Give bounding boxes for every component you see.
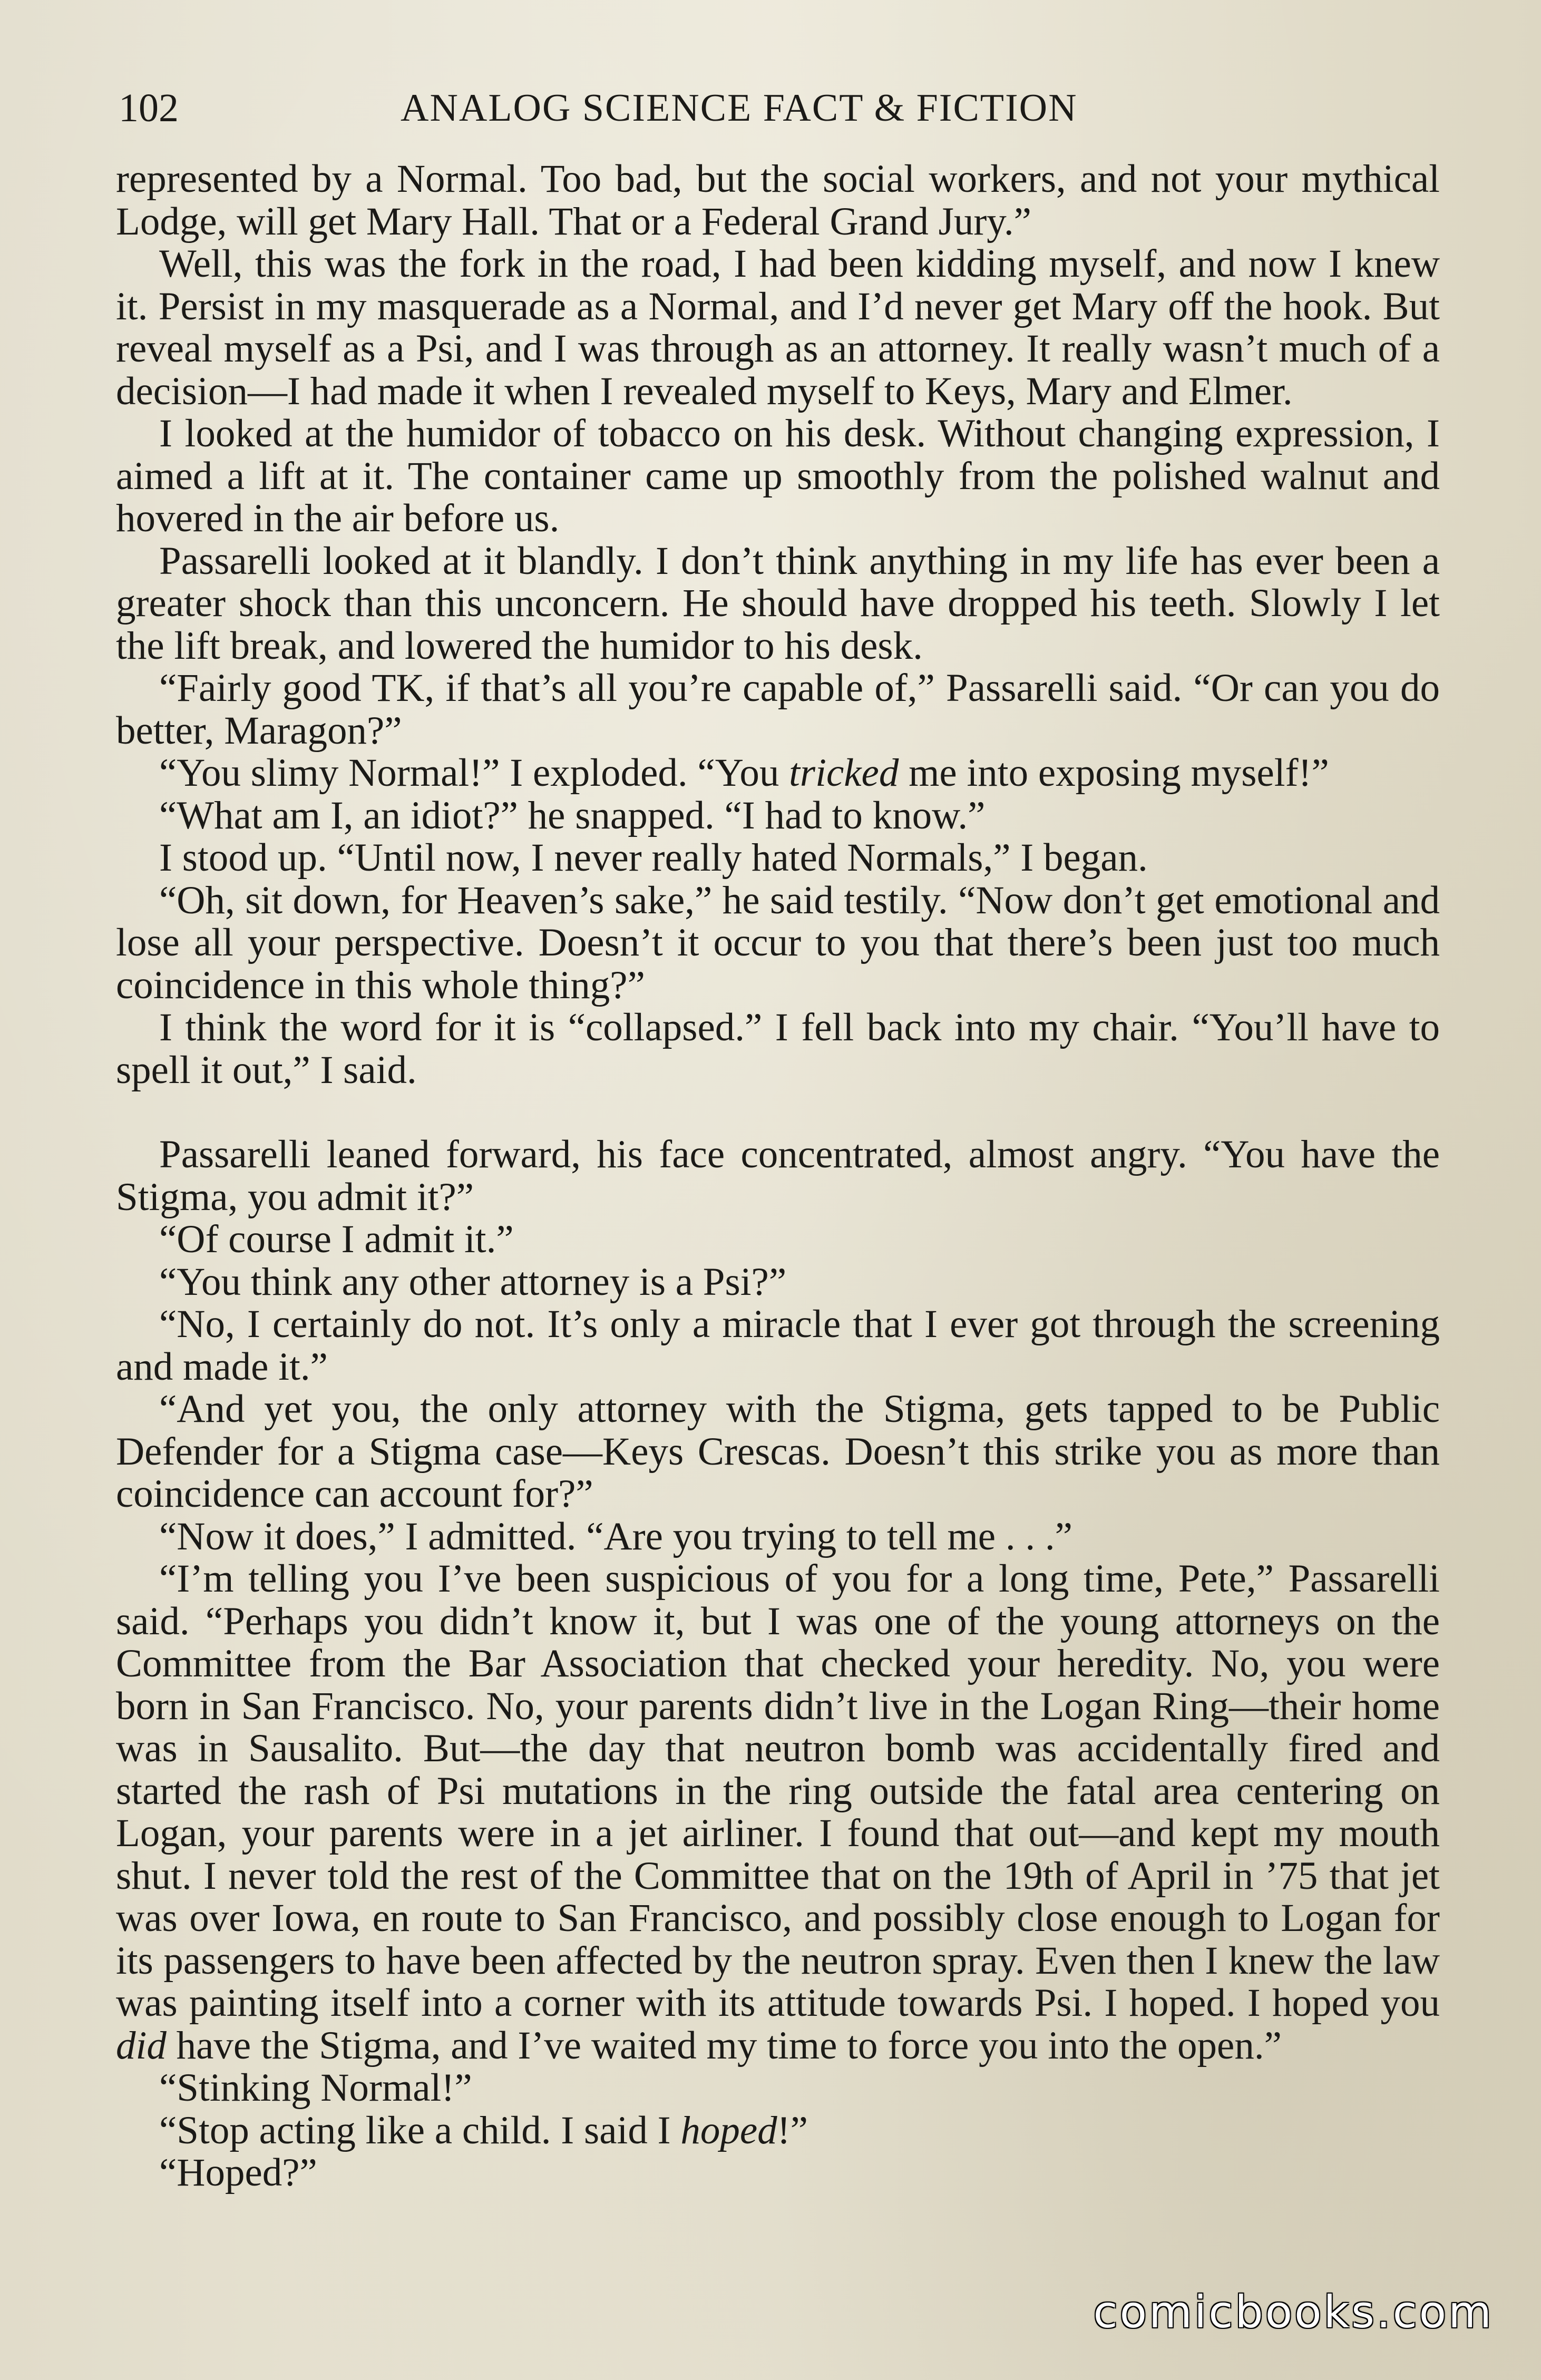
paragraph: I think the word for it is “collapsed.” I fell back into my chair. “You’ll have to spell it out,” I said. [116, 1006, 1440, 1092]
paragraph: “No, I certainly do not. It’s only a miracle that I ever got through the screening and made it.” [116, 1302, 1440, 1389]
paragraph-text: have the Stigma, and I’ve waited my time to force you into the open.” [166, 2023, 1282, 2067]
paragraph: “And yet you, the only attorney with the Stigma, gets tapped to be Public Defender for a Stigma case—Keys Crescas. Doesn’t this strike you as more than coincidence can account for?” [116, 1387, 1440, 1516]
italic-word: tricked [789, 751, 899, 795]
paragraph: Passarelli leaned forward, his face concentrated, almost angry. “You have the Stigma, you admit it?” [116, 1133, 1440, 1219]
watermark: comicbooks.com [1093, 2286, 1494, 2338]
paragraph-text: “You slimy Normal!” I exploded. “You [159, 751, 789, 795]
paragraph [116, 2110, 1440, 2152]
paragraph: Well, this was the fork in the road, I had been kidding myself, and now I knew it. Persist in my masquerade as a Normal, and I’d never get Mary off the hook. But reveal myself as a Psi, and I was through as an attorney. It really wasn’t much of a decision—I had made it when I revealed myself to Keys, Mary and Elmer. [116, 242, 1440, 413]
paragraph: “Of course I admit it.” [159, 1217, 514, 1261]
paragraph-text: “I’m telling you I’ve been suspicious of you for a long time, Pete,” Passarelli said. “Perhaps you didn’t know it, but I was one of the young attorneys on the Committee from the Bar Association that checked your heredity. No, you were born in San Francisco. No, your parents didn’t live in the Logan Ring—their home was in Sausalito. But—the day that neutron bomb was accidentally fired and started the rash of Psi mutations in the ring outside the fatal area centering on Logan, your parents were in a jet airliner. I found that out—and kept my mouth shut. I never told the rest of the Committee that on the 19th of April in ’75 that jet was over Iowa, en route to San Francisco, and possibly close enough to Logan for its passengers to have been affected by the neutron spray. Even then I knew the law was painting itself into a corner with its attitude towards Psi. I hoped. I hoped you [116, 1557, 1440, 2025]
paragraph: “Fairly good TK, if that’s all you’re capable of,” Passarelli said. “Or can you do better, Maragon?” [116, 666, 1440, 753]
paragraph: I stood up. “Until now, I never really hated Normals,” I began. [159, 836, 1148, 880]
paragraph: “What am I, an idiot?” he snapped. “I had to know.” [159, 793, 986, 837]
paragraph: “Stinking Normal!” [159, 2066, 472, 2110]
story-text [116, 158, 1440, 2194]
italic-word: did [116, 2023, 167, 2067]
paragraph-text: !” [777, 2108, 808, 2152]
page-header [119, 79, 1436, 137]
page-number: 102 [119, 86, 179, 130]
paragraph-text: me into exposing myself!” [899, 751, 1329, 795]
paragraph: Passarelli looked at it blandly. I don’t think anything in my life has ever been a greater shock than this unconcern. He should have dropped his teeth. Slowly I let the lift break, and lowered the humidor to his desk. [116, 539, 1440, 668]
paragraph: I looked at the humidor of tobacco on his desk. Without changing expression, I aimed a lift at it. The container came up smoothly from the polished walnut and hovered in the air before us. [116, 412, 1440, 540]
paragraph [116, 752, 1440, 795]
paragraph: “Hoped?” [159, 2151, 317, 2194]
paragraph: represented by a Normal. Too bad, but the social workers, and not your mythical Lodge, will get Mary Hall. That or a Federal Grand Jury.” [116, 157, 1440, 243]
paragraph: “Now it does,” I admitted. “Are you trying to tell me . . .” [159, 1514, 1072, 1558]
paragraph: “Oh, sit down, for Heaven’s sake,” he said testily. “Now don’t get emotional and lose all your perspective. Doesn’t it occur to you that there’s been just too much coincidence in this whole thing?” [116, 878, 1440, 1007]
running-title: ANALOG SCIENCE FACT & FICTION [401, 86, 1078, 130]
paragraph: “You think any other attorney is a Psi?” [159, 1260, 787, 1304]
italic-word: hoped [680, 2108, 777, 2152]
paragraph [116, 1558, 1440, 2067]
paragraph-text: “Stop acting like a child. I said I [159, 2108, 681, 2152]
